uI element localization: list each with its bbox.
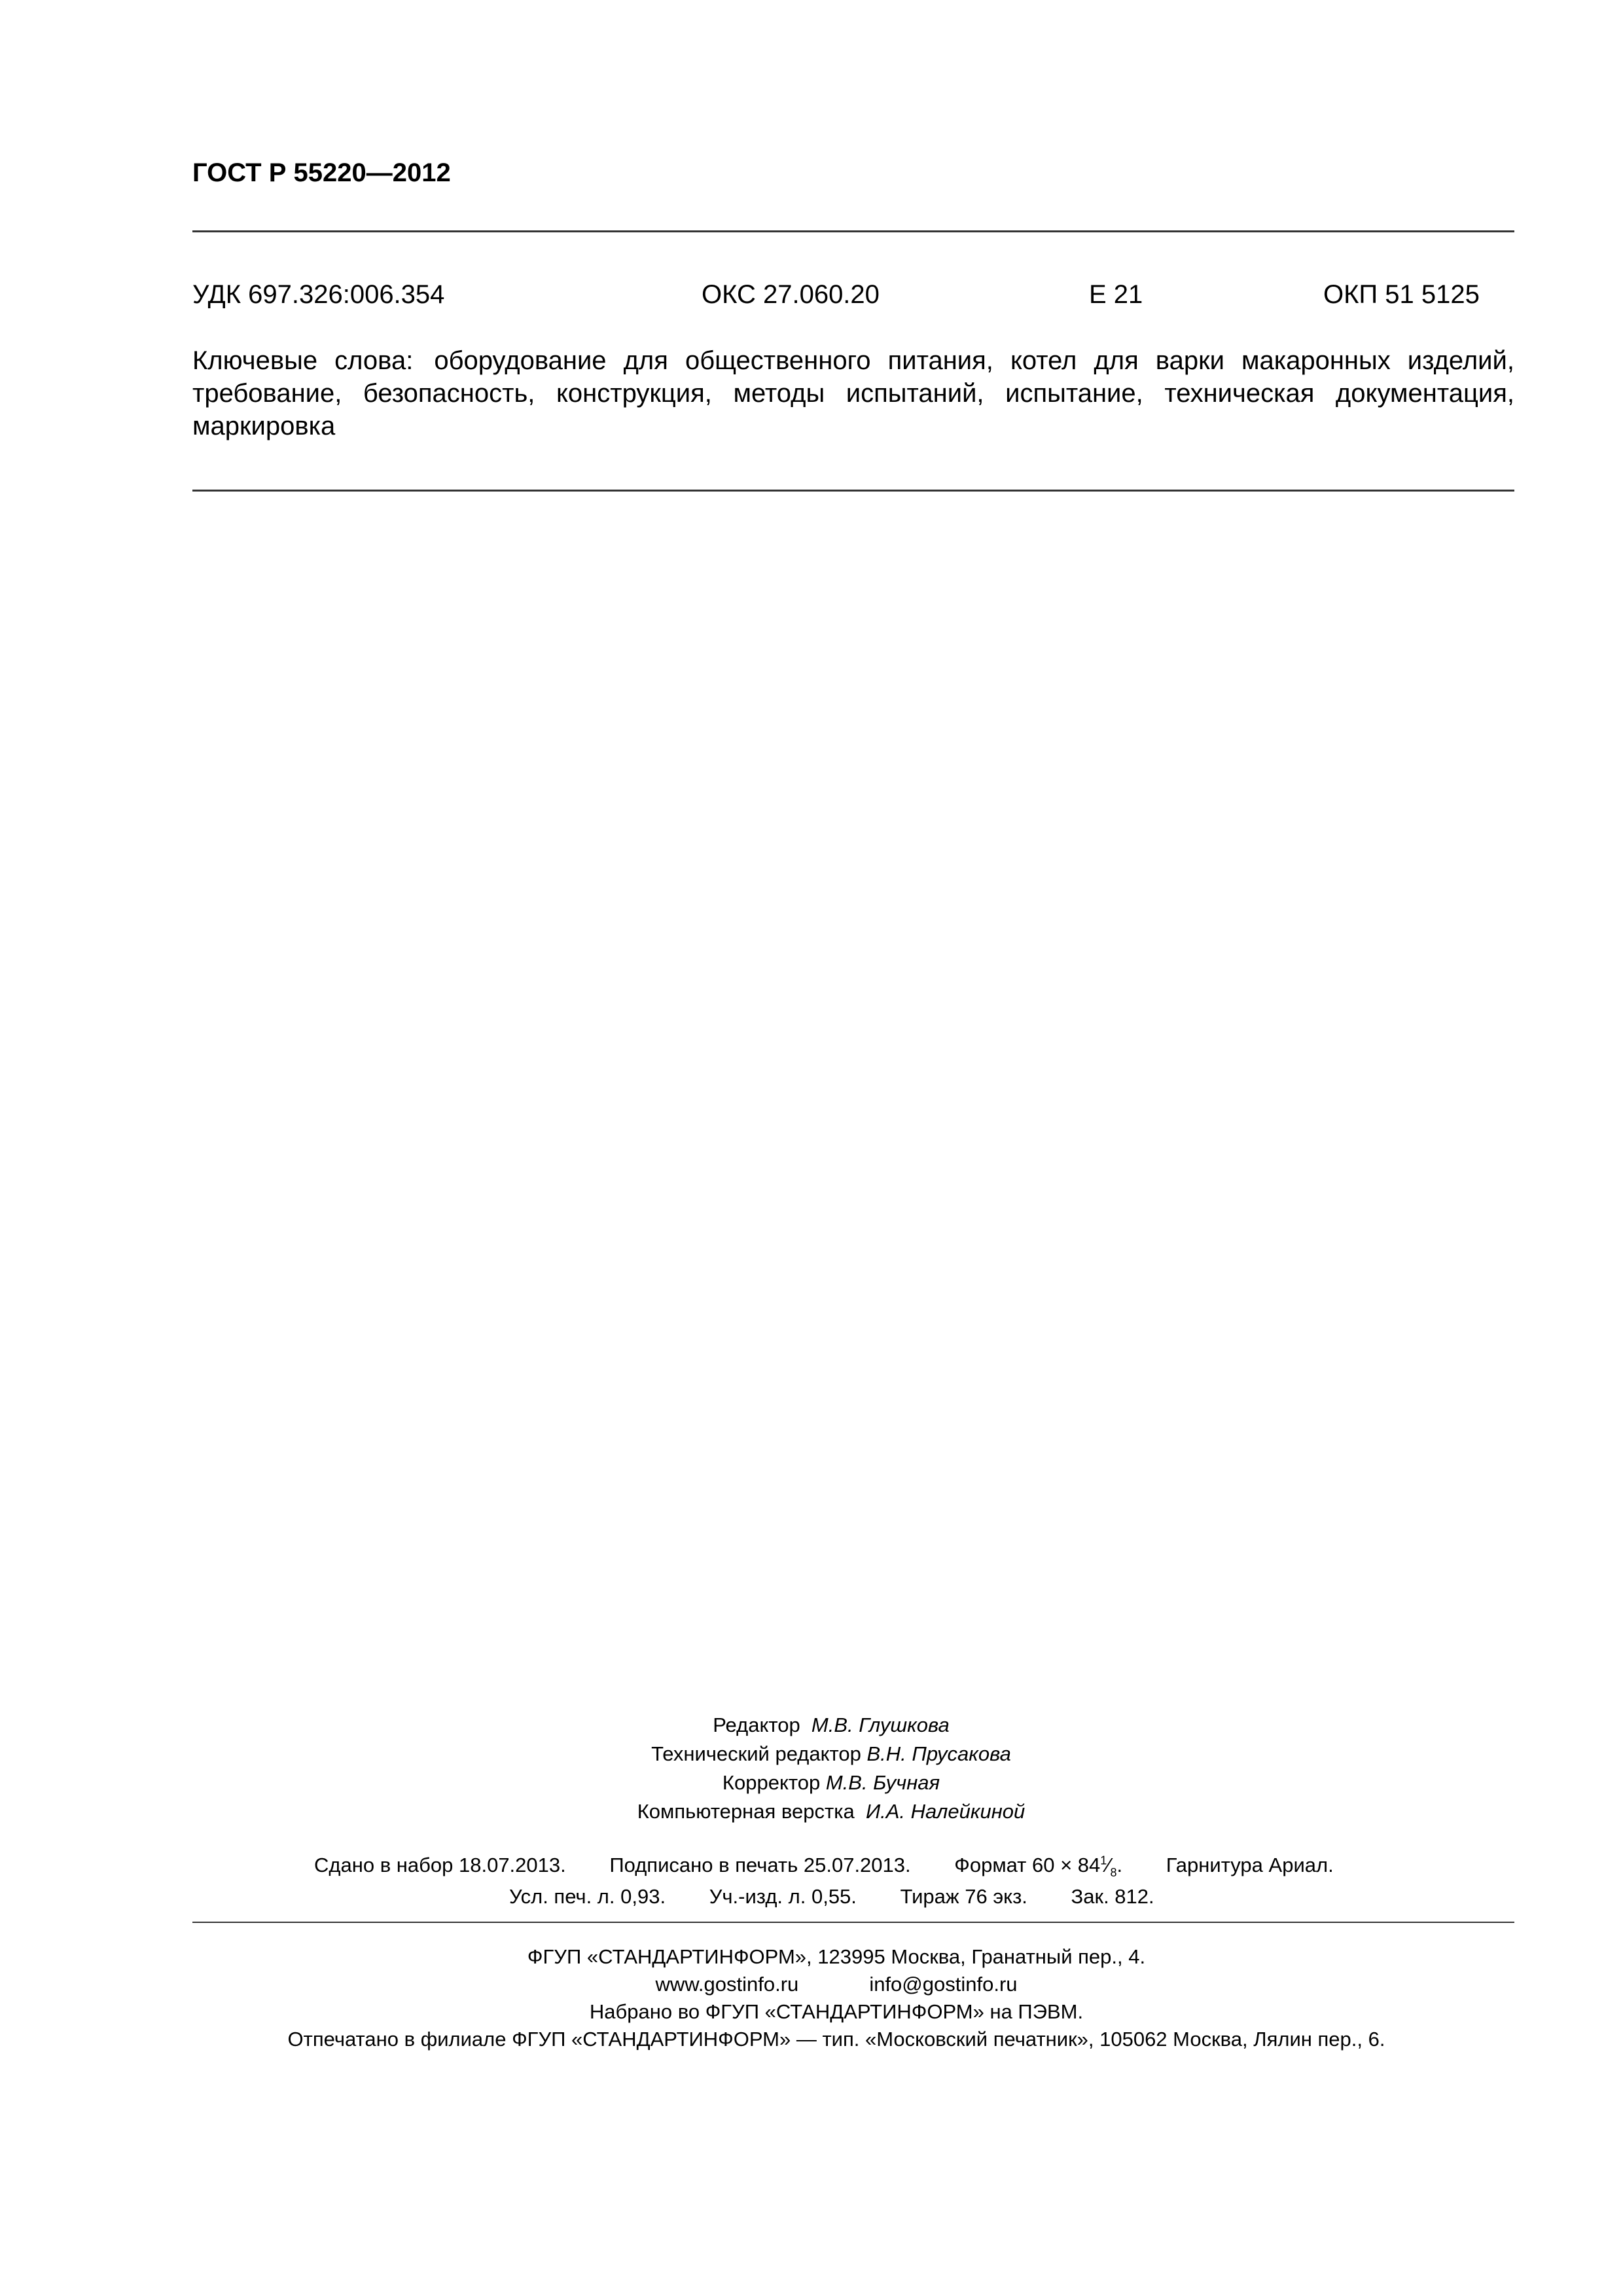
- keywords-divider: [192, 490, 1514, 492]
- publisher-address: ФГУП «СТАНДАРТИНФОРМ», 123995 Москва, Гранатный пер., 4.: [527, 1945, 1146, 1968]
- layout-line: [170, 1800, 1492, 1823]
- order-number: Зак. 812.: [1071, 1885, 1154, 1908]
- proofreader-role: Корректор: [722, 1771, 821, 1794]
- edition-sheets: Уч.-изд. л. 0,55.: [709, 1885, 857, 1908]
- publisher-email: info@gostinfo.ru: [869, 1973, 1018, 1996]
- e-code: Е 21: [1089, 280, 1143, 309]
- print-info-row-2: [509, 1885, 1623, 1909]
- proofreader-line: [170, 1771, 1492, 1795]
- udk-code: УДК 697.326:006.354: [192, 280, 445, 309]
- standard-number: ГОСТ Р 55220—2012: [192, 158, 451, 187]
- submitted-date: Сдано в набор 18.07.2013.: [314, 1854, 566, 1876]
- paper-format: Формат $60 \times 84^1⁄_8$.: [954, 1854, 1123, 1880]
- print-sheets: Усл. печ. л. 0,93.: [509, 1885, 666, 1908]
- signed-date: Подписано в печать 25.07.2013.: [609, 1854, 911, 1876]
- tech-editor-line: [170, 1742, 1492, 1766]
- editor-line: [170, 1713, 1492, 1737]
- layout-role: Компьютерная верстка: [637, 1800, 855, 1823]
- font-info: Гарнитура Ариал.: [1166, 1854, 1334, 1876]
- tech-editor-role: Технический редактор: [651, 1742, 861, 1765]
- keywords-paragraph: [192, 344, 1514, 442]
- editor-role: Редактор: [713, 1713, 800, 1736]
- circulation: Тираж 76 экз.: [900, 1885, 1027, 1908]
- layout-name: И.А. Налейкиной: [865, 1800, 1026, 1823]
- top-divider: [192, 230, 1514, 232]
- proofreader-name: М.В. Бучная: [825, 1771, 940, 1794]
- publisher-contacts: [175, 1973, 1497, 1996]
- tech-editor-name: В.Н. Прусакова: [866, 1742, 1011, 1765]
- oks-code: ОКС 27.060.20: [702, 280, 880, 309]
- printed-note: Отпечатано в филиале ФГУП «СТАНДАРТИНФОРМ» — тип. «Московский печатник», 105062 Москва, Лялин пер., 6.: [287, 2028, 1385, 2051]
- keywords-label: Ключевые слова:: [192, 346, 414, 375]
- keywords-text: оборудование для общественного питания, котел для варки макаронных изделий, требование, безопасность, конструкция, методы испытаний, испытание, техническая документация, маркировка: [192, 346, 1514, 440]
- okp-code: ОКП 51 5125: [1323, 280, 1480, 309]
- print-info-row-1: [314, 1854, 1623, 1880]
- imprint-divider: [192, 1922, 1514, 1923]
- typeset-note: Набрано во ФГУП «СТАНДАРТИНФОРМ» на ПЭВМ.: [589, 2000, 1084, 2023]
- editor-name: М.В. Глушкова: [811, 1713, 950, 1736]
- publisher-website: www.gostinfo.ru: [655, 1973, 799, 1996]
